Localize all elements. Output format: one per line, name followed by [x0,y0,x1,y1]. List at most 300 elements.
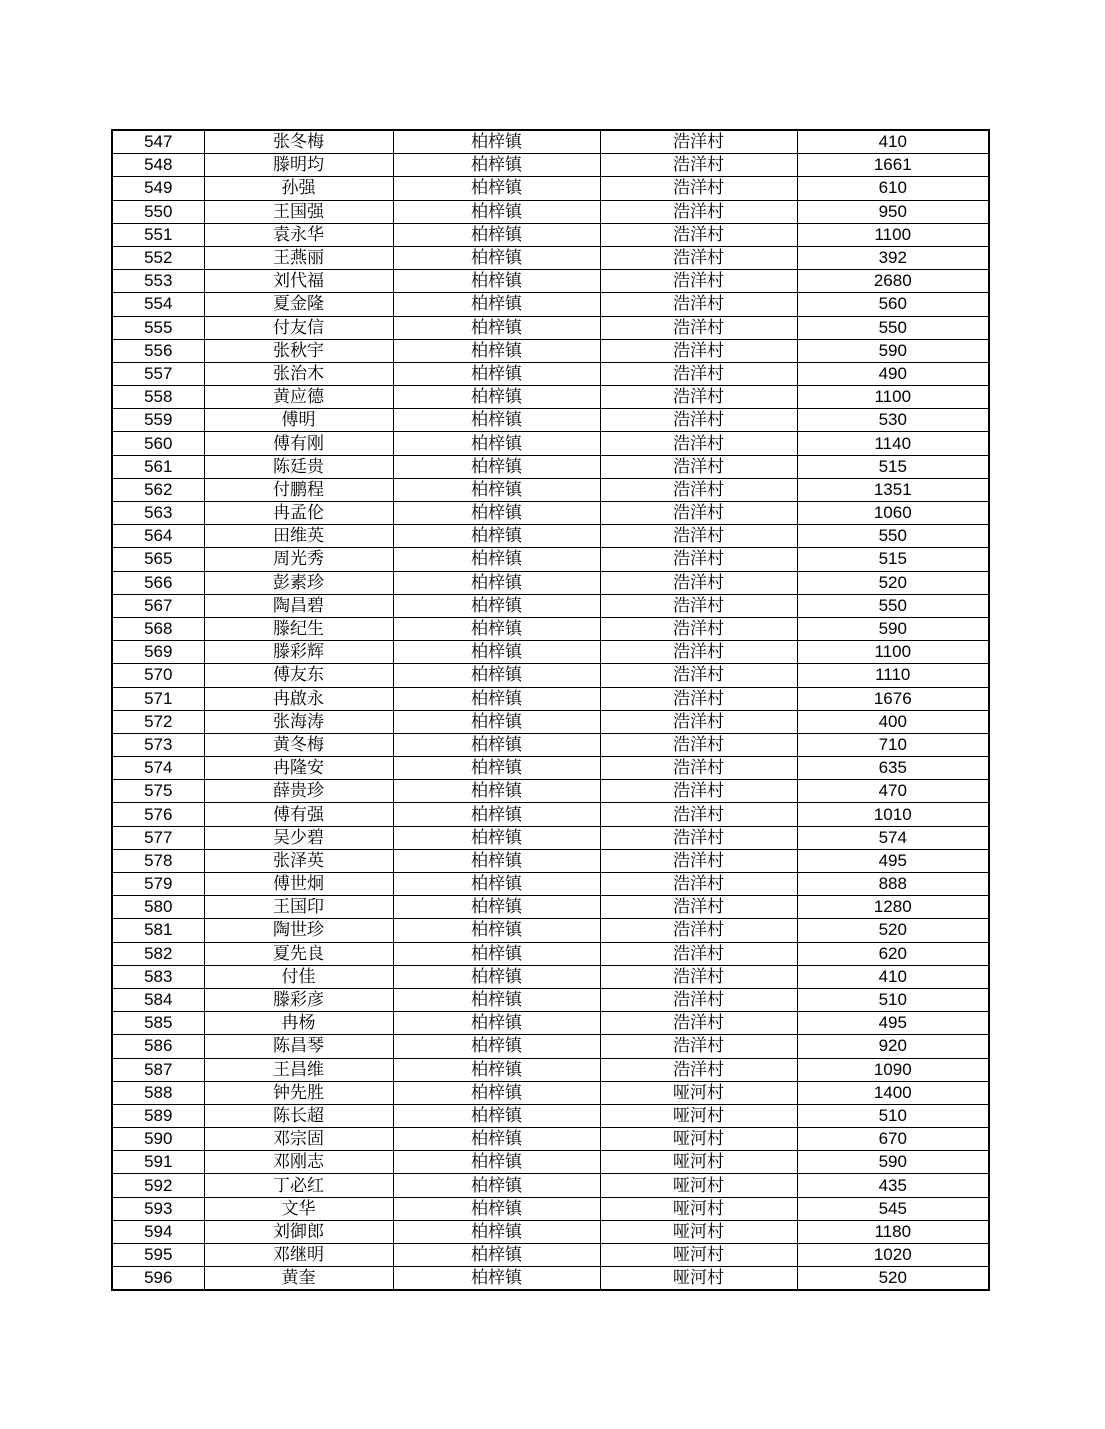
town-name-cell: 柏梓镇 [393,733,600,756]
village-name-cell: 浩洋村 [600,362,797,385]
town-name-cell: 柏梓镇 [393,1128,600,1151]
amount-value-cell: 888 [797,873,989,896]
amount-value-cell: 550 [797,525,989,548]
village-name-cell: 浩洋村 [600,641,797,664]
village-name-cell: 浩洋村 [600,548,797,571]
row-number-cell: 568 [112,617,204,640]
table-row [112,1035,989,1058]
town-name-cell: 柏梓镇 [393,154,600,177]
table-row [112,154,989,177]
row-number-cell: 594 [112,1220,204,1243]
amount-value-cell: 410 [797,130,989,154]
person-name-cell: 冉杨 [204,1012,393,1035]
amount-value-cell: 610 [797,177,989,200]
amount-value-cell: 620 [797,942,989,965]
village-name-cell: 浩洋村 [600,223,797,246]
row-number-cell: 595 [112,1244,204,1267]
table-row [112,733,989,756]
town-name-cell: 柏梓镇 [393,270,600,293]
village-name-cell: 浩洋村 [600,432,797,455]
table-row [112,617,989,640]
row-number-cell: 558 [112,386,204,409]
person-name-cell: 张泽英 [204,849,393,872]
town-name-cell: 柏梓镇 [393,664,600,687]
table-row [112,1151,989,1174]
town-name-cell: 柏梓镇 [393,803,600,826]
town-name-cell: 柏梓镇 [393,710,600,733]
table-row [112,386,989,409]
amount-value-cell: 1060 [797,502,989,525]
amount-value-cell: 515 [797,455,989,478]
amount-value-cell: 1140 [797,432,989,455]
person-name-cell: 张海涛 [204,710,393,733]
table-row [112,1267,989,1291]
town-name-cell: 柏梓镇 [393,873,600,896]
amount-value-cell: 950 [797,200,989,223]
row-number-cell: 550 [112,200,204,223]
table-row [112,988,989,1011]
village-name-cell: 哑河村 [600,1244,797,1267]
row-number-cell: 578 [112,849,204,872]
row-number-cell: 576 [112,803,204,826]
amount-value-cell: 1100 [797,386,989,409]
person-name-cell: 王国强 [204,200,393,223]
table-row [112,409,989,432]
table-row [112,965,989,988]
row-number-cell: 548 [112,154,204,177]
person-name-cell: 邓宗固 [204,1128,393,1151]
amount-value-cell: 1280 [797,896,989,919]
person-name-cell: 傅世炯 [204,873,393,896]
village-name-cell: 浩洋村 [600,293,797,316]
table-row [112,1104,989,1127]
village-name-cell: 浩洋村 [600,826,797,849]
town-name-cell: 柏梓镇 [393,896,600,919]
person-name-cell: 吴少碧 [204,826,393,849]
table-row [112,873,989,896]
row-number-cell: 573 [112,733,204,756]
person-name-cell: 王燕丽 [204,246,393,269]
person-name-cell: 陈昌琴 [204,1035,393,1058]
town-name-cell: 柏梓镇 [393,1104,600,1127]
town-name-cell: 柏梓镇 [393,130,600,154]
row-number-cell: 564 [112,525,204,548]
amount-value-cell: 590 [797,617,989,640]
table-row [112,849,989,872]
person-name-cell: 张治木 [204,362,393,385]
row-number-cell: 586 [112,1035,204,1058]
amount-value-cell: 2680 [797,270,989,293]
row-number-cell: 575 [112,780,204,803]
row-number-cell: 547 [112,130,204,154]
amount-value-cell: 520 [797,571,989,594]
town-name-cell: 柏梓镇 [393,780,600,803]
town-name-cell: 柏梓镇 [393,1197,600,1220]
person-name-cell: 田维英 [204,525,393,548]
town-name-cell: 柏梓镇 [393,362,600,385]
records-table [111,129,990,1291]
table-row [112,780,989,803]
village-name-cell: 浩洋村 [600,478,797,501]
row-number-cell: 590 [112,1128,204,1151]
village-name-cell: 浩洋村 [600,919,797,942]
town-name-cell: 柏梓镇 [393,965,600,988]
person-name-cell: 傅有刚 [204,432,393,455]
village-name-cell: 浩洋村 [600,270,797,293]
table-row [112,1058,989,1081]
person-name-cell: 薛贵珍 [204,780,393,803]
amount-value-cell: 530 [797,409,989,432]
town-name-cell: 柏梓镇 [393,687,600,710]
row-number-cell: 593 [112,1197,204,1220]
town-name-cell: 柏梓镇 [393,1081,600,1104]
town-name-cell: 柏梓镇 [393,502,600,525]
town-name-cell: 柏梓镇 [393,316,600,339]
row-number-cell: 553 [112,270,204,293]
amount-value-cell: 590 [797,1151,989,1174]
town-name-cell: 柏梓镇 [393,988,600,1011]
table-row [112,687,989,710]
table-row [112,826,989,849]
amount-value-cell: 510 [797,1104,989,1127]
person-name-cell: 傅有强 [204,803,393,826]
amount-value-cell: 1676 [797,687,989,710]
person-name-cell: 袁永华 [204,223,393,246]
town-name-cell: 柏梓镇 [393,1012,600,1035]
table-row [112,594,989,617]
village-name-cell: 浩洋村 [600,339,797,362]
town-name-cell: 柏梓镇 [393,386,600,409]
row-number-cell: 554 [112,293,204,316]
village-name-cell: 哑河村 [600,1081,797,1104]
village-name-cell: 浩洋村 [600,455,797,478]
table-row [112,1220,989,1243]
row-number-cell: 572 [112,710,204,733]
row-number-cell: 562 [112,478,204,501]
town-name-cell: 柏梓镇 [393,177,600,200]
row-number-cell: 584 [112,988,204,1011]
person-name-cell: 傅友东 [204,664,393,687]
row-number-cell: 577 [112,826,204,849]
table-row [112,803,989,826]
table-row [112,339,989,362]
amount-value-cell: 1100 [797,223,989,246]
table-row [112,223,989,246]
village-name-cell: 浩洋村 [600,873,797,896]
amount-value-cell: 1351 [797,478,989,501]
table-row [112,502,989,525]
row-number-cell: 566 [112,571,204,594]
town-name-cell: 柏梓镇 [393,1035,600,1058]
row-number-cell: 582 [112,942,204,965]
village-name-cell: 浩洋村 [600,617,797,640]
table-row [112,293,989,316]
table-row [112,1128,989,1151]
town-name-cell: 柏梓镇 [393,757,600,780]
row-number-cell: 587 [112,1058,204,1081]
row-number-cell: 580 [112,896,204,919]
table-row [112,432,989,455]
amount-value-cell: 545 [797,1197,989,1220]
person-name-cell: 丁必红 [204,1174,393,1197]
village-name-cell: 浩洋村 [600,1012,797,1035]
amount-value-cell: 550 [797,316,989,339]
amount-value-cell: 710 [797,733,989,756]
row-number-cell: 565 [112,548,204,571]
person-name-cell: 夏先良 [204,942,393,965]
village-name-cell: 哑河村 [600,1104,797,1127]
row-number-cell: 563 [112,502,204,525]
row-number-cell: 559 [112,409,204,432]
amount-value-cell: 1180 [797,1220,989,1243]
row-number-cell: 570 [112,664,204,687]
person-name-cell: 陈廷贵 [204,455,393,478]
village-name-cell: 浩洋村 [600,965,797,988]
person-name-cell: 付佳 [204,965,393,988]
amount-value-cell: 435 [797,1174,989,1197]
table-row [112,919,989,942]
person-name-cell: 刘代福 [204,270,393,293]
person-name-cell: 彭素珍 [204,571,393,594]
person-name-cell: 傅明 [204,409,393,432]
amount-value-cell: 470 [797,780,989,803]
village-name-cell: 哑河村 [600,1174,797,1197]
amount-value-cell: 520 [797,919,989,942]
village-name-cell: 浩洋村 [600,571,797,594]
amount-value-cell: 920 [797,1035,989,1058]
table-row [112,1174,989,1197]
amount-value-cell: 510 [797,988,989,1011]
table-row [112,1244,989,1267]
village-name-cell: 哑河村 [600,1267,797,1291]
person-name-cell: 周光秀 [204,548,393,571]
village-name-cell: 浩洋村 [600,154,797,177]
village-name-cell: 浩洋村 [600,200,797,223]
person-name-cell: 陶昌碧 [204,594,393,617]
person-name-cell: 滕彩辉 [204,641,393,664]
amount-value-cell: 1010 [797,803,989,826]
town-name-cell: 柏梓镇 [393,525,600,548]
person-name-cell: 黄奎 [204,1267,393,1291]
person-name-cell: 王国印 [204,896,393,919]
village-name-cell: 哑河村 [600,1128,797,1151]
amount-value-cell: 400 [797,710,989,733]
amount-value-cell: 1090 [797,1058,989,1081]
amount-value-cell: 1020 [797,1244,989,1267]
village-name-cell: 浩洋村 [600,896,797,919]
village-name-cell: 浩洋村 [600,177,797,200]
person-name-cell: 文华 [204,1197,393,1220]
person-name-cell: 张秋宇 [204,339,393,362]
town-name-cell: 柏梓镇 [393,1174,600,1197]
village-name-cell: 浩洋村 [600,525,797,548]
village-name-cell: 哑河村 [600,1151,797,1174]
town-name-cell: 柏梓镇 [393,200,600,223]
table-row [112,757,989,780]
row-number-cell: 551 [112,223,204,246]
town-name-cell: 柏梓镇 [393,223,600,246]
town-name-cell: 柏梓镇 [393,617,600,640]
row-number-cell: 552 [112,246,204,269]
row-number-cell: 589 [112,1104,204,1127]
person-name-cell: 陶世珍 [204,919,393,942]
amount-value-cell: 574 [797,826,989,849]
table-row [112,246,989,269]
row-number-cell: 574 [112,757,204,780]
amount-value-cell: 392 [797,246,989,269]
town-name-cell: 柏梓镇 [393,455,600,478]
amount-value-cell: 1400 [797,1081,989,1104]
person-name-cell: 钟先胜 [204,1081,393,1104]
village-name-cell: 浩洋村 [600,409,797,432]
town-name-cell: 柏梓镇 [393,641,600,664]
village-name-cell: 浩洋村 [600,130,797,154]
amount-value-cell: 495 [797,1012,989,1035]
town-name-cell: 柏梓镇 [393,478,600,501]
town-name-cell: 柏梓镇 [393,1220,600,1243]
town-name-cell: 柏梓镇 [393,594,600,617]
village-name-cell: 浩洋村 [600,687,797,710]
amount-value-cell: 590 [797,339,989,362]
row-number-cell: 549 [112,177,204,200]
amount-value-cell: 520 [797,1267,989,1291]
town-name-cell: 柏梓镇 [393,1267,600,1291]
village-name-cell: 浩洋村 [600,1035,797,1058]
row-number-cell: 581 [112,919,204,942]
village-name-cell: 哑河村 [600,1197,797,1220]
row-number-cell: 557 [112,362,204,385]
row-number-cell: 579 [112,873,204,896]
table-row [112,1197,989,1220]
person-name-cell: 滕彩彦 [204,988,393,1011]
row-number-cell: 561 [112,455,204,478]
person-name-cell: 冉啟永 [204,687,393,710]
town-name-cell: 柏梓镇 [393,1058,600,1081]
village-name-cell: 浩洋村 [600,1058,797,1081]
town-name-cell: 柏梓镇 [393,432,600,455]
amount-value-cell: 410 [797,965,989,988]
town-name-cell: 柏梓镇 [393,246,600,269]
amount-value-cell: 495 [797,849,989,872]
town-name-cell: 柏梓镇 [393,293,600,316]
town-name-cell: 柏梓镇 [393,826,600,849]
amount-value-cell: 490 [797,362,989,385]
town-name-cell: 柏梓镇 [393,919,600,942]
town-name-cell: 柏梓镇 [393,1151,600,1174]
village-name-cell: 浩洋村 [600,733,797,756]
row-number-cell: 571 [112,687,204,710]
amount-value-cell: 1661 [797,154,989,177]
person-name-cell: 滕明均 [204,154,393,177]
person-name-cell: 冉孟伦 [204,502,393,525]
person-name-cell: 邓继明 [204,1244,393,1267]
table-row [112,478,989,501]
person-name-cell: 黄应德 [204,386,393,409]
village-name-cell: 浩洋村 [600,780,797,803]
amount-value-cell: 1100 [797,641,989,664]
town-name-cell: 柏梓镇 [393,548,600,571]
person-name-cell: 王昌维 [204,1058,393,1081]
table-row [112,548,989,571]
table-row [112,571,989,594]
amount-value-cell: 515 [797,548,989,571]
person-name-cell: 滕纪生 [204,617,393,640]
amount-value-cell: 670 [797,1128,989,1151]
table-row [112,130,989,154]
village-name-cell: 浩洋村 [600,246,797,269]
amount-value-cell: 550 [797,594,989,617]
person-name-cell: 孙强 [204,177,393,200]
village-name-cell: 浩洋村 [600,664,797,687]
row-number-cell: 556 [112,339,204,362]
village-name-cell: 浩洋村 [600,594,797,617]
row-number-cell: 555 [112,316,204,339]
town-name-cell: 柏梓镇 [393,571,600,594]
town-name-cell: 柏梓镇 [393,339,600,362]
table-row [112,316,989,339]
table-row [112,1012,989,1035]
person-name-cell: 刘御郎 [204,1220,393,1243]
person-name-cell: 冉隆安 [204,757,393,780]
village-name-cell: 浩洋村 [600,803,797,826]
row-number-cell: 592 [112,1174,204,1197]
row-number-cell: 569 [112,641,204,664]
person-name-cell: 张冬梅 [204,130,393,154]
row-number-cell: 591 [112,1151,204,1174]
village-name-cell: 浩洋村 [600,942,797,965]
table-row [112,1081,989,1104]
table-row [112,641,989,664]
table-row [112,710,989,733]
village-name-cell: 浩洋村 [600,849,797,872]
table-row [112,270,989,293]
row-number-cell: 583 [112,965,204,988]
table-row [112,942,989,965]
table-row [112,177,989,200]
amount-value-cell: 635 [797,757,989,780]
amount-value-cell: 560 [797,293,989,316]
village-name-cell: 浩洋村 [600,710,797,733]
person-name-cell: 邓刚志 [204,1151,393,1174]
row-number-cell: 588 [112,1081,204,1104]
person-name-cell: 夏金隆 [204,293,393,316]
table-row [112,896,989,919]
table-row [112,200,989,223]
town-name-cell: 柏梓镇 [393,1244,600,1267]
person-name-cell: 付鹏程 [204,478,393,501]
town-name-cell: 柏梓镇 [393,409,600,432]
person-name-cell: 付友信 [204,316,393,339]
town-name-cell: 柏梓镇 [393,849,600,872]
row-number-cell: 560 [112,432,204,455]
person-name-cell: 黄冬梅 [204,733,393,756]
person-name-cell: 陈长超 [204,1104,393,1127]
table-row [112,664,989,687]
village-name-cell: 哑河村 [600,1220,797,1243]
village-name-cell: 浩洋村 [600,386,797,409]
town-name-cell: 柏梓镇 [393,942,600,965]
records-table-body [112,130,989,1290]
row-number-cell: 585 [112,1012,204,1035]
row-number-cell: 567 [112,594,204,617]
amount-value-cell: 1110 [797,664,989,687]
table-row [112,525,989,548]
village-name-cell: 浩洋村 [600,316,797,339]
row-number-cell: 596 [112,1267,204,1291]
table-row [112,362,989,385]
village-name-cell: 浩洋村 [600,988,797,1011]
table-row [112,455,989,478]
